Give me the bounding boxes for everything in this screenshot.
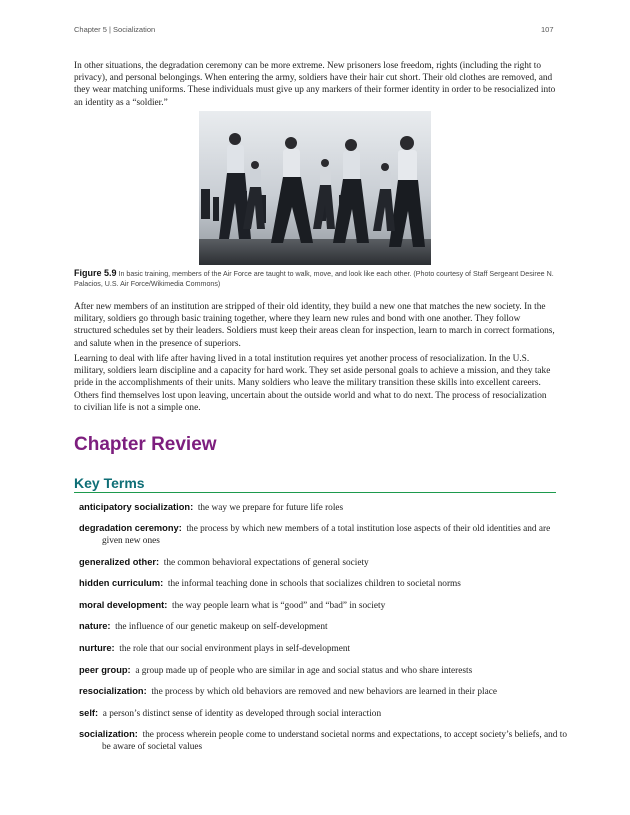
figure-caption-text: In basic training, members of the Air Force are taught to walk, move, and look like each other. (Photo courtesy of Staff Sergeant Desiree N. Palacios, U.S. Air Force/Wikimedia Commons) [74,270,554,288]
page-number: 107 [541,25,554,34]
key-term: moral development: [79,600,168,610]
key-term-definition: the way we prepare for future life roles [197,503,344,513]
key-terms-heading: Key Terms [74,475,145,491]
figure-caption [74,268,556,289]
key-term-definition: the role that our social environment plays in self-development [119,644,351,654]
chapter-review-heading: Chapter Review [74,434,217,455]
key-term-entry [79,556,572,569]
key-term-entry [79,620,572,633]
key-term: degradation ceremony: [79,523,182,533]
key-term: socialization: [79,729,138,739]
key-term-definition: the common behavioral expectations of general society [163,558,369,568]
key-term-entry [79,599,572,612]
key-term: nurture: [79,643,115,653]
key-term-entry [79,685,572,698]
key-term: nature: [79,621,111,631]
key-term-definition: the process wherein people come to understand societal norms and expectations, to accept society’s beliefs, and to be aware of societal values [102,730,567,753]
key-term-definition: the process by which new members of a total institution lose aspects of their old identities and are given new ones [102,524,551,547]
figure-label: Figure 5.9 [74,268,117,278]
key-term-entry [79,642,572,655]
key-term-definition: the influence of our genetic makeup on self-development [115,622,328,632]
body-paragraph-degradation: In other situations, the degradation ceremony can be more extreme. New prisoners lose freedom, rights (including the right to privacy), and personal belongings. When entering the army, soldiers have their hair cut short. Their old clothes are removed, and they wear matching uniforms. These individuals must give up any markers of their former identity in order to be resocialized into an identity as a “soldier.” [74,61,556,108]
key-term-entry [79,664,572,677]
key-term-definition: the way people learn what is “good” and “bad” in society [172,601,386,611]
body-paragraph-civilian-resocialization: Learning to deal with life after having lived in a total institution requires yet another process of resocialization. In the U.S. military, soldiers learn discipline and a capacity for hard work. They set aside personal goals to achieve a mission, and they take pride in the accomplishments of their units. Many soldiers who leave the military transition these skills into excellent careers. Others find themselves lost upon leaving, uncertain about the outside world and what to do next. The process of resocialization to civilian life is not a simple one. [74,354,551,413]
running-header-chapter: Chapter 5 | Socialization [74,25,156,34]
key-terms-divider [74,492,556,493]
key-term-entry [79,522,572,547]
key-term-entry [79,707,572,720]
key-term: resocialization: [79,686,147,696]
key-term: generalized other: [79,557,160,567]
key-term-definition: the process by which old behaviors are removed and new behaviors are learned in their place [151,687,497,697]
body-paragraph-new-identity: After new members of an institution are stripped of their old identity, they build a new one that matches the new society. In the military, soldiers go through basic training together, where they learn new rules and bond with one another. They follow structured schedules set by their leaders. Soldiers must keep their areas clean for inspection, learn to march in correct formations, and salute when in the presence of superiors. [74,302,555,349]
key-term-entry [79,501,572,514]
key-term: hidden curriculum: [79,578,164,588]
key-term: peer group: [79,665,131,675]
key-term: anticipatory socialization: [79,502,194,512]
key-term-definition: a person’s distinct sense of identity as developed through social interaction [102,709,382,719]
key-term: self: [79,708,99,718]
figure-photo-marching-airmen [199,111,431,265]
key-term-entry [79,728,572,753]
key-term-definition: the informal teaching done in schools that socializes children to societal norms [167,579,461,589]
key-term-entry [79,577,572,590]
key-term-definition: a group made up of people who are similar in age and social status and who share interests [135,666,473,676]
